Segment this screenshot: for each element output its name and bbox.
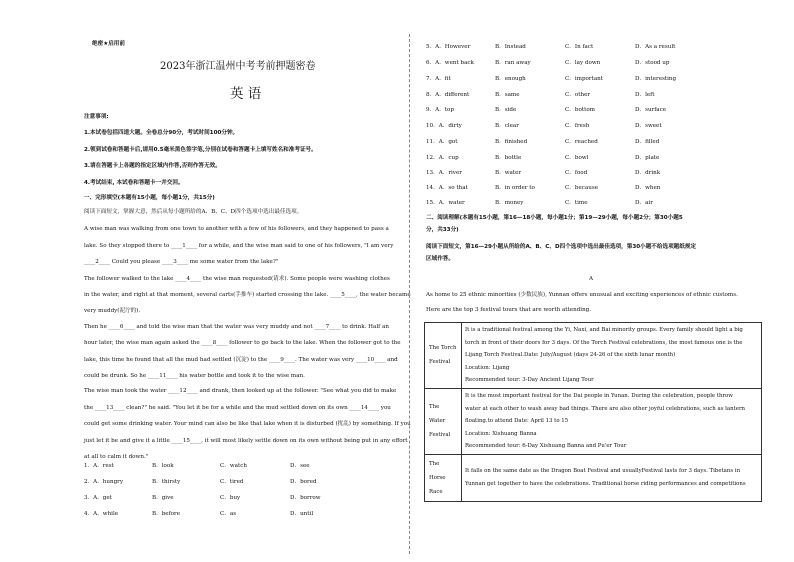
blank-slot: ____9____ xyxy=(269,357,295,363)
blank-slot: ____1____ xyxy=(171,243,198,249)
festival-line: Lijang Torch Festival.Date: July/August (days 24-26 of the sixth lunar month) xyxy=(465,352,676,359)
option-item: C．bottom xyxy=(565,107,595,113)
option-item: 2．A．hungry xyxy=(84,479,124,485)
passage-text: the xyxy=(84,405,95,411)
passage-text: The wise man took the water xyxy=(84,388,169,394)
option-item: B．bottle xyxy=(495,155,522,161)
passage-line xyxy=(84,454,148,461)
festival-line: torch in front of their doors for 3 days. Of the Torch Festival celebrations, the most famous one is the xyxy=(465,339,743,346)
passage-text: could get some drinking water. Your mind can also be like that lake when it is disturbed (扰乱) by something. If you xyxy=(84,421,411,427)
festival-description xyxy=(462,388,762,454)
option-item: D．when xyxy=(635,185,661,191)
festival-table xyxy=(424,322,762,502)
passage-line xyxy=(84,438,408,445)
passage-text: hour later, the wise man again asked the xyxy=(84,340,202,346)
passage-text: lake, this time he found that all the mud had settled (沉淀) to the xyxy=(84,357,269,363)
passage-text: at all to calm it down." xyxy=(84,454,149,460)
option-item: D．stood up xyxy=(635,60,670,66)
passage-text: you xyxy=(379,405,391,411)
option-item: 4．A．while xyxy=(84,511,119,517)
festival-line: floating.to attend Date: April 13 to 15 xyxy=(465,418,569,425)
passage-text: in the water, and right at that moment, several carts(手推车) started crossing the lake. xyxy=(84,292,331,298)
option-item: B．same xyxy=(495,92,520,98)
passage-text: just let it be and give it a little xyxy=(84,438,172,444)
note-item: 1.本试卷包括四道大题。全卷总分90分，考试时间100分钟。 xyxy=(84,130,239,136)
option-item: D．surface xyxy=(635,107,667,113)
passage-text: could be drunk. So he xyxy=(84,373,148,379)
option-item: B．thirsty xyxy=(152,479,181,485)
passage-text: Could you please xyxy=(109,259,162,265)
option-item: C．fresh xyxy=(565,123,590,129)
passage-line xyxy=(84,388,396,395)
option-item: D．plate xyxy=(635,155,660,161)
blank-slot: ____2____ xyxy=(84,259,110,265)
blank-slot: ____14____ xyxy=(349,405,379,411)
passage-text: A wise man was walking from one town to another with a few of his followers, and they happened to pass a xyxy=(84,226,389,232)
section2-title-line1: 二、阅读理解(本题有15小题，第16—18小题，每小题1分；第19—29小题，每小题2分；第30小题5 xyxy=(426,215,683,221)
festival-row xyxy=(425,454,762,501)
festival-line: Location: Lijang xyxy=(465,364,510,371)
option-item: 12．A．cup xyxy=(426,155,459,161)
section1-instruction: 阅读下面短文，掌握大意，然后从每小题所给的A、B、C、D四个选项中选出最佳选项。 xyxy=(84,209,303,215)
option-item: D．borrow xyxy=(290,495,321,501)
festival-line: It is a traditional festival among the Yi, Naxi, and Bai minority groups. Every family should light a big xyxy=(465,327,743,333)
option-item: 1．A．rest xyxy=(84,463,114,469)
festival-line: Recommended tour: 3-Day Ancient Lijang Tour xyxy=(465,377,594,384)
festival-name-line: The Torch xyxy=(429,345,457,352)
passage-text: , the water became xyxy=(356,292,411,298)
option-item: D．filled xyxy=(635,139,660,145)
note-item: 3.请在答题卡上各题的指定区域内作答,否则作答无效。 xyxy=(84,163,221,169)
option-item: C．reached xyxy=(565,139,598,145)
secret-label: 绝密★启用前 xyxy=(92,41,125,47)
section2-instruction-line1: 阅读下面短文，第16—29小题从所给的A、B、C、D四个选项中选出最佳选项，第30小题不给选项题纸规定 xyxy=(426,244,697,250)
option-item: C．buy xyxy=(220,495,241,501)
festival-name-line: The Horse xyxy=(429,460,446,481)
passage-line xyxy=(84,259,278,266)
option-item: 15．A．water xyxy=(426,200,465,206)
option-item: C．other xyxy=(565,92,591,98)
passage-line xyxy=(84,421,411,428)
option-item: B．side xyxy=(495,107,517,113)
passage-text: follower to go back to the lake. When the follower got to the xyxy=(227,340,401,346)
option-item: C．bowl xyxy=(565,155,589,161)
option-item: D．drink xyxy=(635,170,661,176)
festival-name-line: Festival xyxy=(429,359,451,366)
passage-line xyxy=(84,226,389,233)
passage-line xyxy=(84,292,411,299)
passage-text: and drank, then looked up at the follower. "See what you did to make xyxy=(197,388,397,394)
option-item: C．tired xyxy=(220,479,244,485)
blank-slot: ____13____ xyxy=(94,405,125,411)
option-item: 8．A．different xyxy=(426,92,470,98)
festival-description xyxy=(462,323,762,389)
blank-slot: ____12____ xyxy=(168,388,198,394)
passage-text: and told the wise man that the water was very muddy and not xyxy=(134,324,315,330)
blank-slot: ____3____ xyxy=(162,259,188,265)
passage-intro-line2: Here are the top 3 festival tours that are worth attending. xyxy=(426,307,592,313)
festival-name-line: The Water xyxy=(429,404,446,425)
passage-line xyxy=(84,324,389,331)
option-item: C．as xyxy=(220,511,237,517)
option-item: D．interesting xyxy=(635,76,677,82)
option-item: B．ran away xyxy=(495,60,531,66)
blank-slot: ____10____ xyxy=(355,357,386,363)
festival-description xyxy=(462,454,762,501)
festival-line: Yunnan get together to have the celebrations. Traditional horse riding performances and competitions xyxy=(465,480,746,487)
option-item: C．because xyxy=(565,185,599,191)
festival-line: It falls on the same date as the Dragon Boat Festival and usuallyFestival lasts for 3 days. Tibetans in xyxy=(465,468,741,475)
option-item: C．important xyxy=(565,76,604,82)
option-item: C．time xyxy=(565,200,588,206)
blank-slot: ____8____ xyxy=(201,340,228,346)
festival-name xyxy=(425,454,462,501)
option-item: 9．A．top xyxy=(426,107,454,113)
option-item: D．air xyxy=(635,200,653,206)
passage-label: A xyxy=(589,276,594,282)
passage-line xyxy=(84,308,140,315)
option-item: D．As a result xyxy=(635,44,676,50)
blank-slot: ____5____ xyxy=(330,292,357,298)
passage-line xyxy=(84,405,391,412)
notes-heading: 注意事项: xyxy=(84,114,109,120)
option-item: 7．A．fit xyxy=(426,76,451,82)
festival-name xyxy=(425,323,462,389)
note-item: 2.领到试卷和答题卡后,请用0.5毫米黑色签字笔,分别在试卷和答题卡上填写姓名和准考证号。 xyxy=(84,147,317,153)
passage-text: very muddy(泥泞的). xyxy=(84,308,141,314)
option-item: B．before xyxy=(152,511,181,517)
blank-slot: ____7____ xyxy=(314,324,341,330)
festival-line: It is the most important festival for the Dai people in Yunan. During the celebration, people throw xyxy=(465,392,733,399)
passage-text: . The water was very xyxy=(294,357,356,363)
option-item: 3．A．get xyxy=(84,495,112,501)
blank-slot: ____15____ xyxy=(171,438,202,444)
festival-row xyxy=(425,323,762,389)
section2-instruction-line2: 区域作答。 xyxy=(426,256,454,262)
option-item: B．finished xyxy=(495,139,528,145)
passage-line xyxy=(84,276,390,283)
option-item: 14．A．so that xyxy=(426,185,468,191)
option-item: B．in order to xyxy=(495,185,535,191)
festival-name-line: Festival xyxy=(429,432,451,439)
note-item: 4.考试结束, 本试卷和答题卡一并交回。 xyxy=(84,180,184,186)
exam-title: 2023年浙江温州中考考前押题密卷 xyxy=(160,61,316,72)
subject-title: 英 语 xyxy=(230,86,262,102)
option-item: B．enough xyxy=(495,76,526,82)
festival-name-line: Race xyxy=(429,488,443,495)
passage-text: his water bottle and took it to the wise man. xyxy=(177,373,305,379)
festival-line: Location: Xishuang Banna xyxy=(465,430,537,437)
blank-slot: ____4____ xyxy=(175,276,202,282)
option-item: B．look xyxy=(152,463,174,469)
option-item: C．lay down xyxy=(565,60,601,66)
blank-slot: ____11____ xyxy=(148,373,178,379)
passage-text: Then he xyxy=(84,324,109,330)
passage-text: the wise man requested(请求). Some people were washing clothes xyxy=(201,276,390,282)
festival-row xyxy=(425,388,762,454)
passage-text: The follower walked to the lake xyxy=(84,276,176,282)
option-item: C．In fact xyxy=(565,44,594,50)
option-item: B．Instead xyxy=(495,44,526,50)
festival-line: water at each other to wash away bad things. There are also other joyful celebrations, such as lantern xyxy=(465,405,745,412)
option-item: D．until xyxy=(290,511,314,517)
option-item: 10．A．dirty xyxy=(426,123,462,129)
option-item: 13．A．river xyxy=(426,170,462,176)
option-item: D．left xyxy=(635,92,655,98)
option-item: B．money xyxy=(495,200,524,206)
option-item: 5．A．However xyxy=(426,44,471,50)
passage-intro-line1: As home to 25 ethnic minorities (少数民族), Yunnan offers unusual and exciting experiences of ethnic customs. xyxy=(426,292,738,298)
festival-name xyxy=(425,388,462,454)
passage-text: for a while, and the wise man said to one of his followers, "I am very xyxy=(197,243,394,249)
section2-title-line2: 分，共33分) xyxy=(426,227,459,233)
passage-line xyxy=(84,357,398,364)
passage-text: , it will most likely settle down on its own without being put in any effort xyxy=(201,438,408,444)
passage-text: to drink. Half an xyxy=(340,324,389,330)
option-item: D．sweet xyxy=(635,123,662,129)
section1-title: 一、完形填空(本题有15小题，每小题1分，共15分) xyxy=(84,195,215,201)
option-item: 11．A．got xyxy=(426,139,458,145)
option-item: B．give xyxy=(152,495,174,501)
passage-text: and xyxy=(385,357,398,363)
passage-text: me some water from the lake?" xyxy=(187,259,279,265)
option-item: D．see xyxy=(290,463,310,469)
passage-line xyxy=(84,373,305,380)
passage-line xyxy=(84,340,401,347)
blank-slot: ____6____ xyxy=(108,324,135,330)
option-item: C．food xyxy=(565,170,588,176)
option-item: 6．A．went back xyxy=(426,60,474,66)
passage-text: lake. So they stopped there to xyxy=(84,243,172,249)
option-item: B．water xyxy=(495,170,522,176)
option-item: B．clear xyxy=(495,123,519,129)
passage-line xyxy=(84,243,393,250)
option-item: C．watch xyxy=(220,463,247,469)
festival-line: Recommended tour: 6-Day Xishuang Banna and Pu'er Tour xyxy=(465,443,627,450)
option-item: D．bored xyxy=(290,479,317,485)
passage-text: clean?" he said. "You let it be for a while and the mud settled down on its own xyxy=(124,405,350,411)
